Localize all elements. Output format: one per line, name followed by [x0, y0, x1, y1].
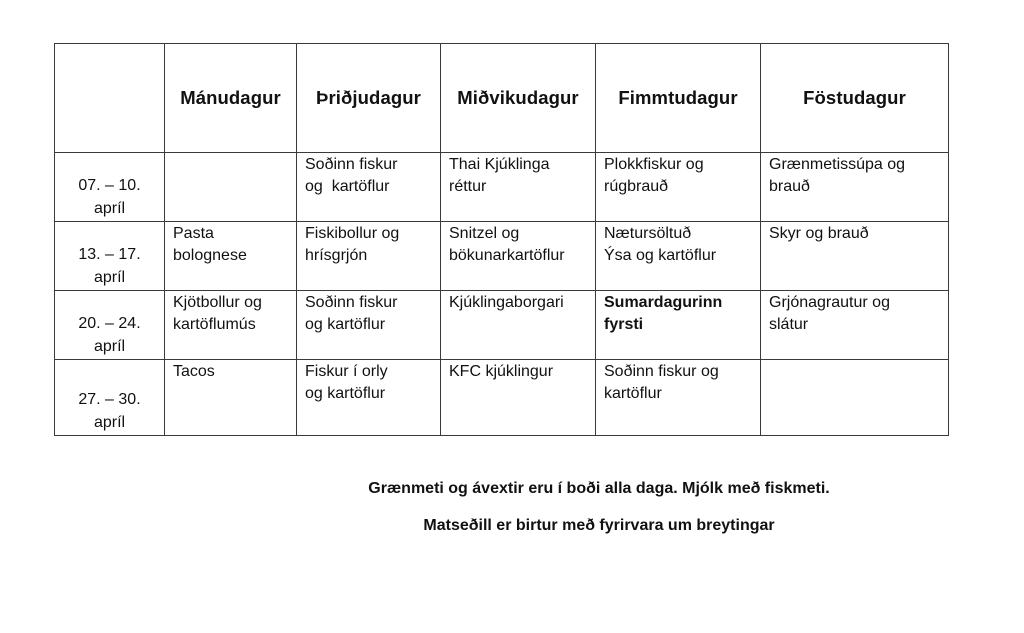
holiday-line: fyrsti [604, 316, 644, 333]
note-menu-disclaimer: Matseðill er birtur með fyrirvara um breytingar [423, 517, 775, 534]
header-monday: Mánudagur [165, 44, 297, 153]
menu-cell-monday [165, 360, 297, 436]
dish-line: Tacos [173, 363, 215, 380]
week-cell [55, 291, 165, 360]
menu-cell-thursday [596, 360, 761, 436]
lunch-menu-table [54, 43, 949, 436]
header-thursday: Fimmtudagur [596, 44, 761, 153]
menu-cell-wednesday [441, 153, 596, 222]
week-range: 13. – 17. [78, 246, 141, 263]
dish-line: og kartöflur [305, 178, 390, 195]
week-cell [55, 153, 165, 222]
menu-cell-monday [165, 291, 297, 360]
menu-cell-tuesday [297, 291, 441, 360]
dish-line: bolognese [173, 247, 247, 264]
menu-cell-monday [165, 153, 297, 222]
menu-cell-tuesday [297, 222, 441, 291]
week-month: apríl [93, 200, 126, 217]
dish-line: og kartöflur [305, 385, 386, 402]
dish-line: Kjötbollur og [173, 294, 262, 311]
dish-line: bökunarkartöflur [449, 247, 565, 264]
header-tuesday: Þriðjudagur [297, 44, 441, 153]
menu-cell-friday [761, 360, 949, 436]
week-month: apríl [93, 269, 126, 286]
header-row [55, 44, 949, 153]
dish-line: Grjónagrautur og [769, 294, 890, 311]
dish-line: Nætursöltuð [604, 225, 692, 242]
dish-line: Soðinn fiskur [305, 294, 398, 311]
week-cell [55, 222, 165, 291]
menu-cell-wednesday [441, 291, 596, 360]
dish-line: hrísgrjón [305, 247, 368, 264]
header-friday: Föstudagur [761, 44, 949, 153]
dish-line: Kjúklingaborgari [449, 294, 564, 311]
header-week [55, 44, 165, 153]
menu-cell-friday [761, 222, 949, 291]
dish-line: Pasta [173, 225, 214, 242]
menu-cell-monday [165, 222, 297, 291]
menu-cell-tuesday [297, 360, 441, 436]
table-row [55, 222, 949, 291]
menu-cell-thursday [596, 222, 761, 291]
note-vegetables-fruit: Grænmeti og ávextir eru í boði alla daga. Mjólk með fiskmeti. [368, 480, 830, 497]
dish-line: Ýsa og kartöflur [604, 247, 717, 264]
dish-line: kartöflur [604, 385, 662, 402]
week-cell [55, 360, 165, 436]
dish-line: Plokkfiskur og [604, 156, 704, 173]
menu-cell-friday [761, 153, 949, 222]
menu-cell-thursday [596, 153, 761, 222]
dish-line: Soðinn fiskur og [604, 363, 719, 380]
menu-cell-thursday [596, 291, 761, 360]
dish-line: slátur [769, 316, 809, 333]
menu-cell-wednesday [441, 222, 596, 291]
menu-cell-friday [761, 291, 949, 360]
menu-cell-wednesday [441, 360, 596, 436]
week-month: apríl [93, 338, 126, 355]
dish-line: réttur [449, 178, 487, 195]
table-row [55, 360, 949, 436]
dish-line: Skyr og brauð [769, 225, 869, 242]
dish-line: kartöflumús [173, 316, 256, 333]
dish-line: KFC kjúklingur [449, 363, 554, 380]
dish-line: Fiskibollur og [305, 225, 400, 242]
dish-line: Fiskur í orly [305, 363, 388, 380]
dish-line: Soðinn fiskur [305, 156, 398, 173]
week-month: apríl [93, 414, 126, 431]
header-wednesday: Miðvikudagur [441, 44, 596, 153]
table-row [55, 291, 949, 360]
week-range: 27. – 30. [78, 391, 141, 408]
dish-line: og kartöflur [305, 316, 386, 333]
dish-line: Grænmetissúpa og [769, 156, 906, 173]
dish-line: Thai Kjúklinga [449, 156, 550, 173]
dish-line: rúgbrauð [604, 178, 669, 195]
dish-line: Snitzel og [449, 225, 520, 242]
menu-cell-tuesday [297, 153, 441, 222]
holiday-line: Sumardagurinn [604, 294, 723, 311]
dish-line: brauð [769, 178, 810, 195]
week-range: 20. – 24. [78, 315, 141, 332]
week-range: 07. – 10. [78, 177, 141, 194]
table-row [55, 153, 949, 222]
